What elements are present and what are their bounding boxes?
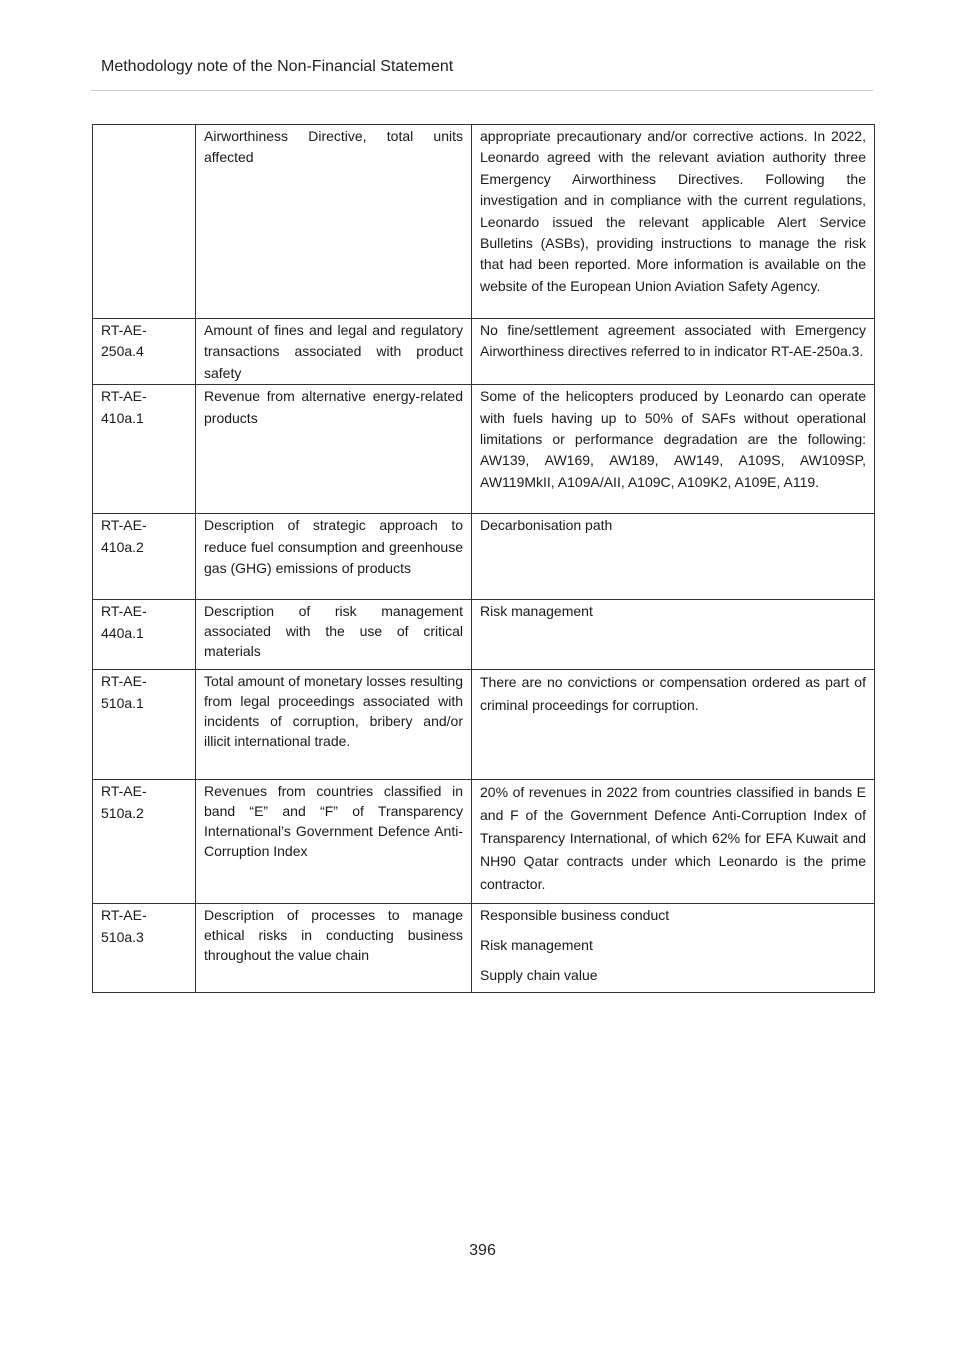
table-row (93, 385, 875, 514)
indicator-code-cell (93, 125, 196, 319)
indicator-code-cell: RT-AE-410a.2 (93, 514, 196, 600)
response-cell: appropriate precautionary and/or corrective actions. In 2022, Leonardo agreed with the relevant aviation authority three Emergency Airworthiness Directives. Following the investigation and in compliance with the current regulations, Leonardo issued the relevant applicable Alert Service Bulletins (ASBs), providing instructions to manage the risk that had been reported. More information is available on the website of the European Union Aviation Safety Agency. (472, 125, 875, 319)
response-cell: 20% of revenues in 2022 from countries classified in bands E and F of the Government Defence Anti-Corruption Index of Transparency International, of which 62% for EFA Kuwait and NH90 Qatar contracts under which Leonardo is the prime contractor. (472, 780, 875, 904)
indicator-code-cell: RT-AE-410a.1 (93, 385, 196, 514)
table-row (93, 670, 875, 780)
sasb-indicator-table (92, 124, 875, 993)
page-header-title: Methodology note of the Non-Financial Statement (101, 58, 454, 75)
indicator-code-cell: RT-AE-250a.4 (93, 319, 196, 385)
page-number: 396 (469, 1242, 496, 1259)
indicator-code-cell: RT-AE-510a.3 (93, 904, 196, 993)
metric-cell: Amount of fines and legal and regulatory transactions associated with product safety (196, 319, 472, 385)
table-row (93, 780, 875, 904)
table-row (93, 319, 875, 385)
response-cell (472, 904, 875, 993)
response-link-risk-management: Risk management (480, 937, 593, 954)
metric-cell: Description of strategic approach to reduce fuel consumption and greenhouse gas (GHG) emissions of products (196, 514, 472, 600)
indicator-code-cell: RT-AE-510a.1 (93, 670, 196, 780)
table-row (93, 904, 875, 993)
table-row (93, 125, 875, 319)
response-link-supply-chain-value: Supply chain value (480, 967, 598, 984)
response-cell: No fine/settlement agreement associated with Emergency Airworthiness directives referred to in indicator RT-AE-250a.3. (472, 319, 875, 385)
indicator-code-cell: RT-AE-440a.1 (93, 600, 196, 670)
response-cell: Some of the helicopters produced by Leonardo can operate with fuels having up to 50% of SAFs without operational limitations or performance degradation are the following: AW139, AW169, AW189, AW149, A109S, AW109SP, AW119MkII, A109A/AII, A109C, A109K2, A109E, A119. (472, 385, 875, 514)
response-link-decarbonisation: Decarbonisation path (472, 514, 875, 600)
table-row (93, 514, 875, 600)
response-cell: There are no convictions or compensation ordered as part of criminal proceedings for corruption. (472, 670, 875, 780)
metric-cell: Revenues from countries classified in band “E” and “F” of Transparency International’s Government Defence Anti-Corruption Index (196, 780, 472, 904)
metric-cell: Description of processes to manage ethical risks in conducting business throughout the value chain (196, 904, 472, 993)
header-divider (91, 90, 873, 91)
indicator-code-cell: RT-AE-510a.2 (93, 780, 196, 904)
response-link-risk-management: Risk management (472, 600, 875, 670)
metric-cell: Revenue from alternative energy-related products (196, 385, 472, 514)
table-row (93, 600, 875, 670)
response-link-responsible-business-conduct: Responsible business conduct (480, 907, 670, 924)
metric-cell: Description of risk management associated with the use of critical materials (196, 600, 472, 670)
metric-cell: Total amount of monetary losses resulting from legal proceedings associated with incidents of corruption, bribery and/or illicit international trade. (196, 670, 472, 780)
metric-cell: Airworthiness Directive, total units affected (196, 125, 472, 319)
